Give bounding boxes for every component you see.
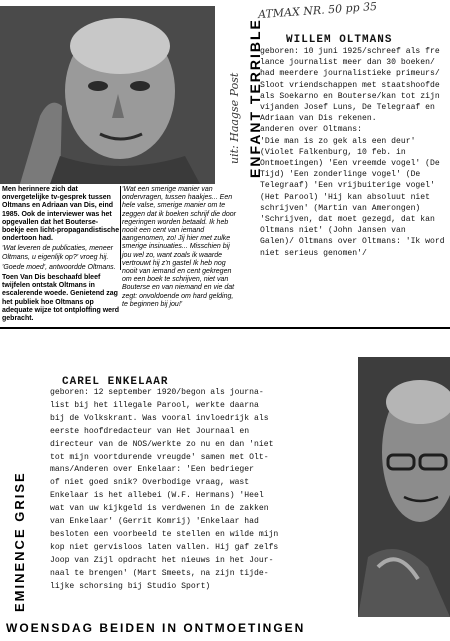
oltmans-quote: 'Wat een smerige manier van ondervragen, tussen haakjes... Een hele valse, smerige manier om te zeggen dat ik boeken schrijf die door regeringen worden betaald. Ik heb nooit een cent van iemand aangenomen, zo! Jij hier met zulke smerige insinuaties... Misschien bij jou wel zo, want zoals ik waarde vertrouwt hij z'n gastel Ik heb nog nooit van iemand en cent gekregen om een boek te schrijven, niet van Bouterse en van niemand en vie dat zegt: onvoldoende om hard gelding, te beginnen bij jou!': [122, 186, 237, 308]
section-divider: [0, 327, 450, 329]
handwritten-margin-note: uit: Haagse Post: [228, 72, 241, 164]
oltmans-photo: [0, 6, 215, 184]
section-label-eminence-grise: EMINENCE GRISE: [12, 471, 27, 612]
enkelaar-photo: [358, 357, 450, 617]
section-body-oltmans: geboren: 10 juni 1925/schreef als fre lance journalist meer dan 30 boeken/ had meerdere journalistieke primeurs/ Sloot vriendschappen met staatshoofde als Soekarno en Bouterse/kan tot zijn vijanden Josef Luns, De Telegraaf en Adriaan van Dis rekenen. anderen over Oltmans: 'Die man is zo gek als een deur' (Violet Falkenburg, 10 feb. in Ontmoetingen) 'Een vreemde vogel' (De Tijd) 'Een zonderlinge vogel' (De Telegraaf) 'Een vrijbuiterige vogel' (Het Parool) 'Hij kan absoluut niet schrijven' (Martin van Amerongen) 'Schrijven, dat moet gezegd, dat kan Oltmans niet' (John Jansen van Galen)/ Oltmans over Oltmans: 'Ik word niet serieus genomen'/: [260, 47, 445, 258]
caption-paragraph: Men herinnere zich dat onvergetelijke tv-gesprek tussen Oltmans en Adriaan van Dis, eind 1985. Ook de interviewer was het opgevallen dat het Bouterse-boekje een licht-propagandistische ondertoon had.: [2, 186, 120, 243]
caption-quote: 'Wat leveren de publicaties, meneer Oltmans, u eigenlijk op?' vroeg hij.: [2, 245, 113, 261]
section-title-enkelaar: CAREL ENKELAAR: [62, 376, 169, 388]
section-label-enfant-terrible: ENFANT TERRIBLE: [247, 18, 263, 178]
section-body-enkelaar: geboren: 12 september 1920/begon als journa- list bij het illegale Parool, werkte daarna bij de Volkskrant. Was vooral invloedrijk als eerste hoofdredacteur van Het Journaal en directeur van de NOS/werkte zo nu en dan 'niet tot mijn voortdurende vreugde' samen met Olt- mans/Anderen over Enkelaar: 'Een bedrieger of niet goed snik? Overbodige vraag, wast Enkelaar is het allebei (W.F. Hermans) 'Heel wat van uw kijkgeld is verdwenen in de zakken van Enkelaar' (Gerrit Komrij) 'Enkelaar had besloten een voorbeeld te stellen en wilde mijn kop niet gervisloos laten vallen. Hij gaf zelfs Joop van Zijl opdracht het nieuws in het Jour- naal te brengen' (Mart Smeets, na zijn tijde- lijke schorsing bij Studio Sport): [50, 388, 279, 591]
section-title-oltmans: WILLEM OLTMANS: [286, 34, 393, 46]
caption-answer: 'Goede moed', antwoordde Oltmans.: [2, 263, 116, 271]
handwritten-reference: ATMAX NR. 50 pp 35: [257, 0, 378, 22]
oltmans-caption: [2, 186, 120, 325]
caption-paragraph: Toen Van Dis beschaafd bleef twijfelen ontstak Oltmans in escalerende woede. Genietend zag het publiek hoe Oltmans op adequate wijze tot ontploffing werd gebracht.: [2, 274, 120, 323]
column-divider: [120, 186, 121, 270]
footer-headline: WOENSDAG BEIDEN IN ONTMOETINGEN: [6, 621, 306, 635]
